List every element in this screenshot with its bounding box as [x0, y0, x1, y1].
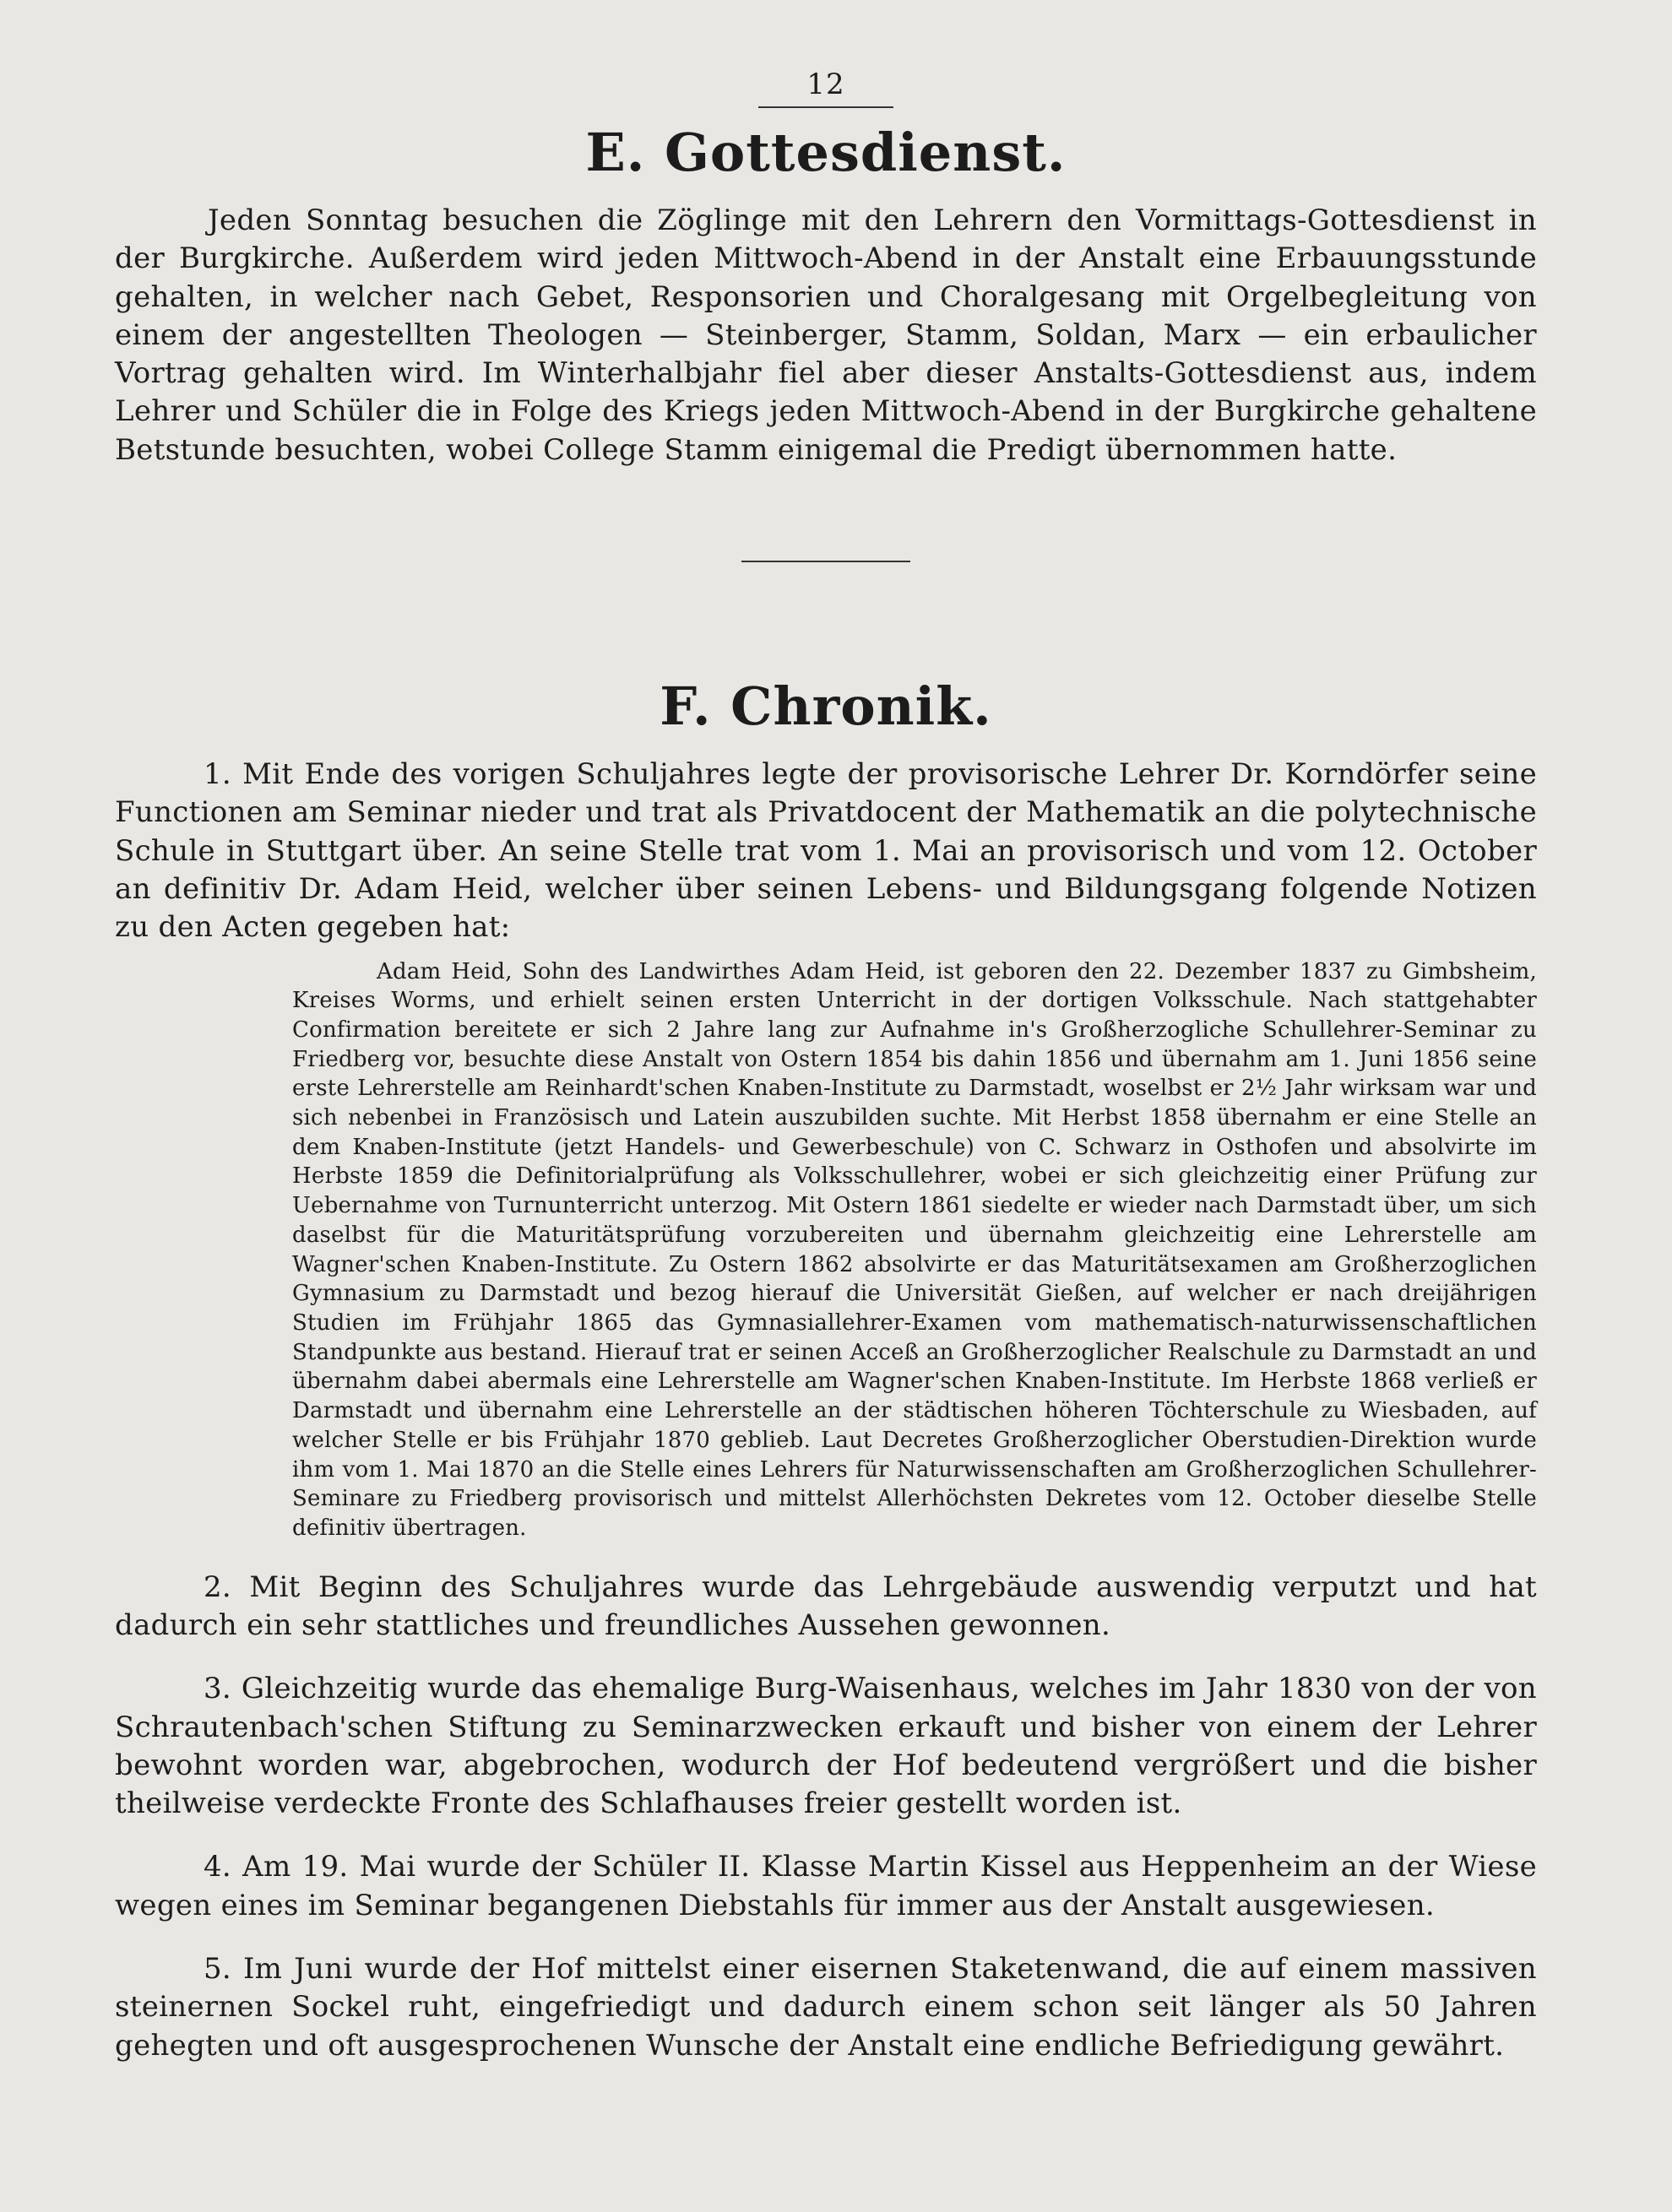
- section-e-paragraph: Jeden Sonntag besuchen die Zöglinge mit den Lehrern den Vormittags-Gottesdienst in der Burgkirche. Außerdem wird jeden Mittwoch-Abend in der Anstalt eine Erbauungsstunde gehalten, in welcher nach Gebet, Responsorien und Choralgesang mit Orgelbegleitung von einem der angestellten Theologen — Steinberger, Stamm, Soldan, Marx — ein erbaulicher Vortrag gehalten wird. Im Winterhalbjahr fiel aber dieser Anstalts-Gottesdienst aus, indem Lehrer und Schüler die in Folge des Kriegs jeden Mittwoch-Abend in der Burgkirche gehaltene Betstunde besuchten, wobei College Stamm einigemal die Predigt übernommen hatte.: [115, 203, 1537, 467]
- biography-quote: Adam Heid, Sohn des Landwirthes Adam Heid, ist geboren den 22. Dezember 1837 zu Gimbsheim, Kreises Worms, und erhielt seinen ersten Unterricht in der dortigen Volksschule. Nach stattgehabter Confirmation bereitete er sich 2 Jahre lang zur Aufnahme in's Großherzogliche Schullehrer-Seminar zu Friedberg vor, besuchte diese Anstalt von Ostern 1854 bis dahin 1856 und übernahm am 1. Juni 1856 seine erste Lehrerstelle am Reinhardt'schen Knaben-Institute zu Darmstadt, woselbst er 2½ Jahr wirksam war und sich nebenbei in Französisch und Latein auszubilden suchte. Mit Herbst 1858 übernahm er eine Stelle an dem Knaben-Institute (jetzt Handels- und Gewerbeschule) von C. Schwarz in Osthofen und absolvirte im Herbste 1859 die Definitorialprüfung als Volksschullehrer, wobei er sich gleichzeitig einer Prüfung zur Uebernahme von Turnunterricht unterzog. Mit Ostern 1861 siedelte er wieder nach Darmstadt über, um sich daselbst für die Maturitätsprüfung vorzubereiten und übernahm gleichzeitig eine Lehrerstelle am Wagner'schen Knaben-Institute. Zu Ostern 1862 absolvirte er das Maturitätsexamen am Großherzoglichen Gymnasium zu Darmstadt und bezog hierauf die Universität Gießen, auf welcher er nach dreijährigen Studien im Frühjahr 1865 das Gymnasiallehrer-Examen vom mathematisch-naturwissenschaftlichen Standpunkte aus bestand. Hierauf trat er seinen Acceß an Großherzoglicher Realschule zu Darmstadt an und übernahm dabei abermals eine Lehrerstelle am Wagner'schen Knaben-Institute. Im Herbste 1868 verließ er Darmstadt und übernahm eine Lehrerstelle an der städtischen höheren Töchterschule zu Wiesbaden, auf welcher Stelle er bis Frühjahr 1870 geblieb. Laut Decretes Großherzoglicher Oberstudien-Direktion wurde ihm vom 1. Mai 1870 an die Stelle eines Lehrers für Naturwissenschaften am Großherzoglichen Schullehrer-Seminare zu Friedberg provisorisch und mittelst Allerhöchsten Dekretes vom 12. October dieselbe Stelle definitiv übertragen.: [292, 958, 1537, 1541]
- chronik-item-5: 5. Im Juni wurde der Hof mittelst einer eisernen Staketenwand, die auf einem massiven steinernen Sockel ruht, eingefriedigt und dadurch einem schon seit länger als 50 Jahren gehegten und oft ausgesprochenen Wunsche der Anstalt eine endliche Befriedigung gewährt.: [115, 1952, 1537, 2063]
- chronik-item-2: 2. Mit Beginn des Schuljahres wurde das Lehrgebäude auswendig verputzt und hat dadurch ein sehr stattliches und freundliches Aussehen gewonnen.: [115, 1570, 1537, 1642]
- chronik-item-3: 3. Gleichzeitig wurde das ehemalige Burg-Waisenhaus, welches im Jahr 1830 von der von Schrautenbach'schen Stiftung zu Seminarzwecken erkauft und bisher von einem der Lehrer bewohnt worden war, abgebrochen, wodurch der Hof bedeutend vergrößert und die bisher theilweise verdeckte Fronte des Schlafhauses freier gestellt worden ist.: [115, 1672, 1537, 1821]
- section-e-title: E. Gottesdienst.: [585, 122, 1067, 183]
- header-rule: [758, 106, 893, 108]
- section-f-title: F. Chronik.: [660, 675, 992, 738]
- chronik-item-1: 1. Mit Ende des vorigen Schuljahres legte der provisorische Lehrer Dr. Korndörfer seine Functionen am Seminar nieder und trat als Privatdocent der Mathematik an die polytechnische Schule in Stuttgart über. An seine Stelle trat vom 1. Mai an provisorisch und vom 12. October an definitiv Dr. Adam Heid, welcher über seinen Lebens- und Bildungsgang folgende Notizen zu den Acten gegeben hat:: [115, 757, 1537, 945]
- chronik-item-4: 4. Am 19. Mai wurde der Schüler II. Klasse Martin Kissel aus Heppenheim an der Wiese wegen eines im Seminar begangenen Diebstahls für immer aus der Anstalt ausgewiesen.: [115, 1850, 1537, 1922]
- page-number: 12: [806, 68, 845, 101]
